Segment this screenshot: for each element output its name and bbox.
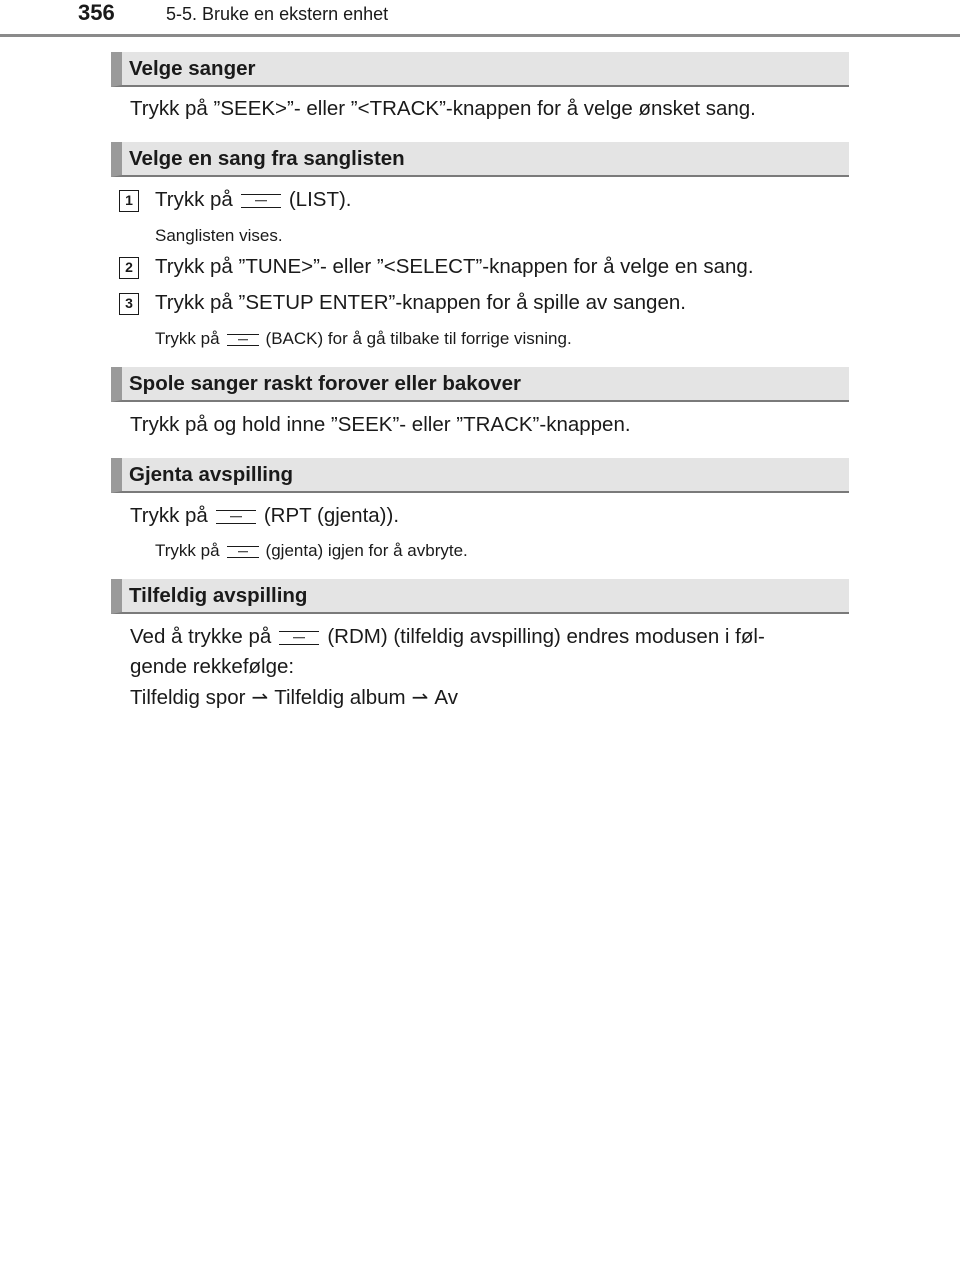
section-heading-repeat: Gjenta avspilling: [111, 458, 849, 493]
back-button-icon: [227, 334, 259, 346]
sequence-item-2: Tilfeldig album: [274, 686, 406, 709]
repeat-button-icon: [227, 546, 259, 558]
rpt-button-icon: [216, 510, 256, 524]
step-1-text-after: (LIST).: [288, 188, 352, 211]
sequence-item-3: Av: [434, 686, 458, 709]
step-3-note: [155, 329, 572, 349]
section-heading-select-songs: Velge sanger: [111, 52, 849, 87]
step-number-1: 1: [119, 190, 139, 212]
random-line-2: gende rekkefølge:: [130, 655, 295, 678]
list-button-icon: [241, 194, 281, 208]
rdm-button-icon: [279, 631, 319, 645]
step-1-text-before: Trykk på: [155, 188, 233, 211]
random-line-1-after: (RDM) (tilfeldig avspilling) endres modusen i føl-: [327, 625, 765, 648]
sequence-item-1: Tilfeldig spor: [130, 686, 246, 709]
repeat-text-before: Trykk på: [130, 504, 208, 527]
repeat-text: [130, 504, 399, 528]
repeat-note-after: (gjenta) igjen for å avbryte.: [265, 541, 468, 560]
chapter-title: 5-5. Bruke en ekstern enhet: [166, 4, 389, 24]
right-arrow-icon: ⇀: [411, 687, 429, 709]
page-header: [0, 0, 960, 40]
step-1-text: [155, 188, 352, 212]
section-heading-fast-forward: Spole sanger raskt forover eller bakover: [111, 367, 849, 402]
select-songs-text: Trykk på ”SEEK>”- eller ”<TRACK”-knappen for å velge ønsket sang.: [130, 97, 756, 120]
section-heading-select-from-list: Velge en sang fra sanglisten: [111, 142, 849, 177]
right-arrow-icon: ⇀: [251, 687, 269, 709]
repeat-text-after: (RPT (gjenta)).: [263, 504, 400, 527]
step-3-note-before: Trykk på: [155, 329, 220, 348]
header-divider: [0, 34, 960, 37]
step-1-note: Sanglisten vises.: [155, 226, 283, 245]
step-number-2: 2: [119, 257, 139, 279]
random-sequence: [130, 685, 458, 710]
step-3-text: Trykk på ”SETUP ENTER”-knappen for å spille av sangen.: [155, 291, 686, 314]
repeat-note: [155, 541, 468, 561]
random-line-1-before: Ved å trykke på: [130, 625, 272, 648]
fast-forward-text: Trykk på og hold inne ”SEEK”- eller ”TRACK”-knappen.: [130, 413, 631, 436]
page-number: 356: [78, 0, 115, 25]
step-number-3: 3: [119, 293, 139, 315]
repeat-note-before: Trykk på: [155, 541, 220, 560]
random-line-1: [130, 625, 765, 649]
step-2-text: Trykk på ”TUNE>”- eller ”<SELECT”-knappen for å velge en sang.: [155, 255, 754, 278]
section-heading-random: Tilfeldig avspilling: [111, 579, 849, 614]
step-3-note-after: (BACK) for å gå tilbake til forrige visning.: [265, 329, 572, 348]
